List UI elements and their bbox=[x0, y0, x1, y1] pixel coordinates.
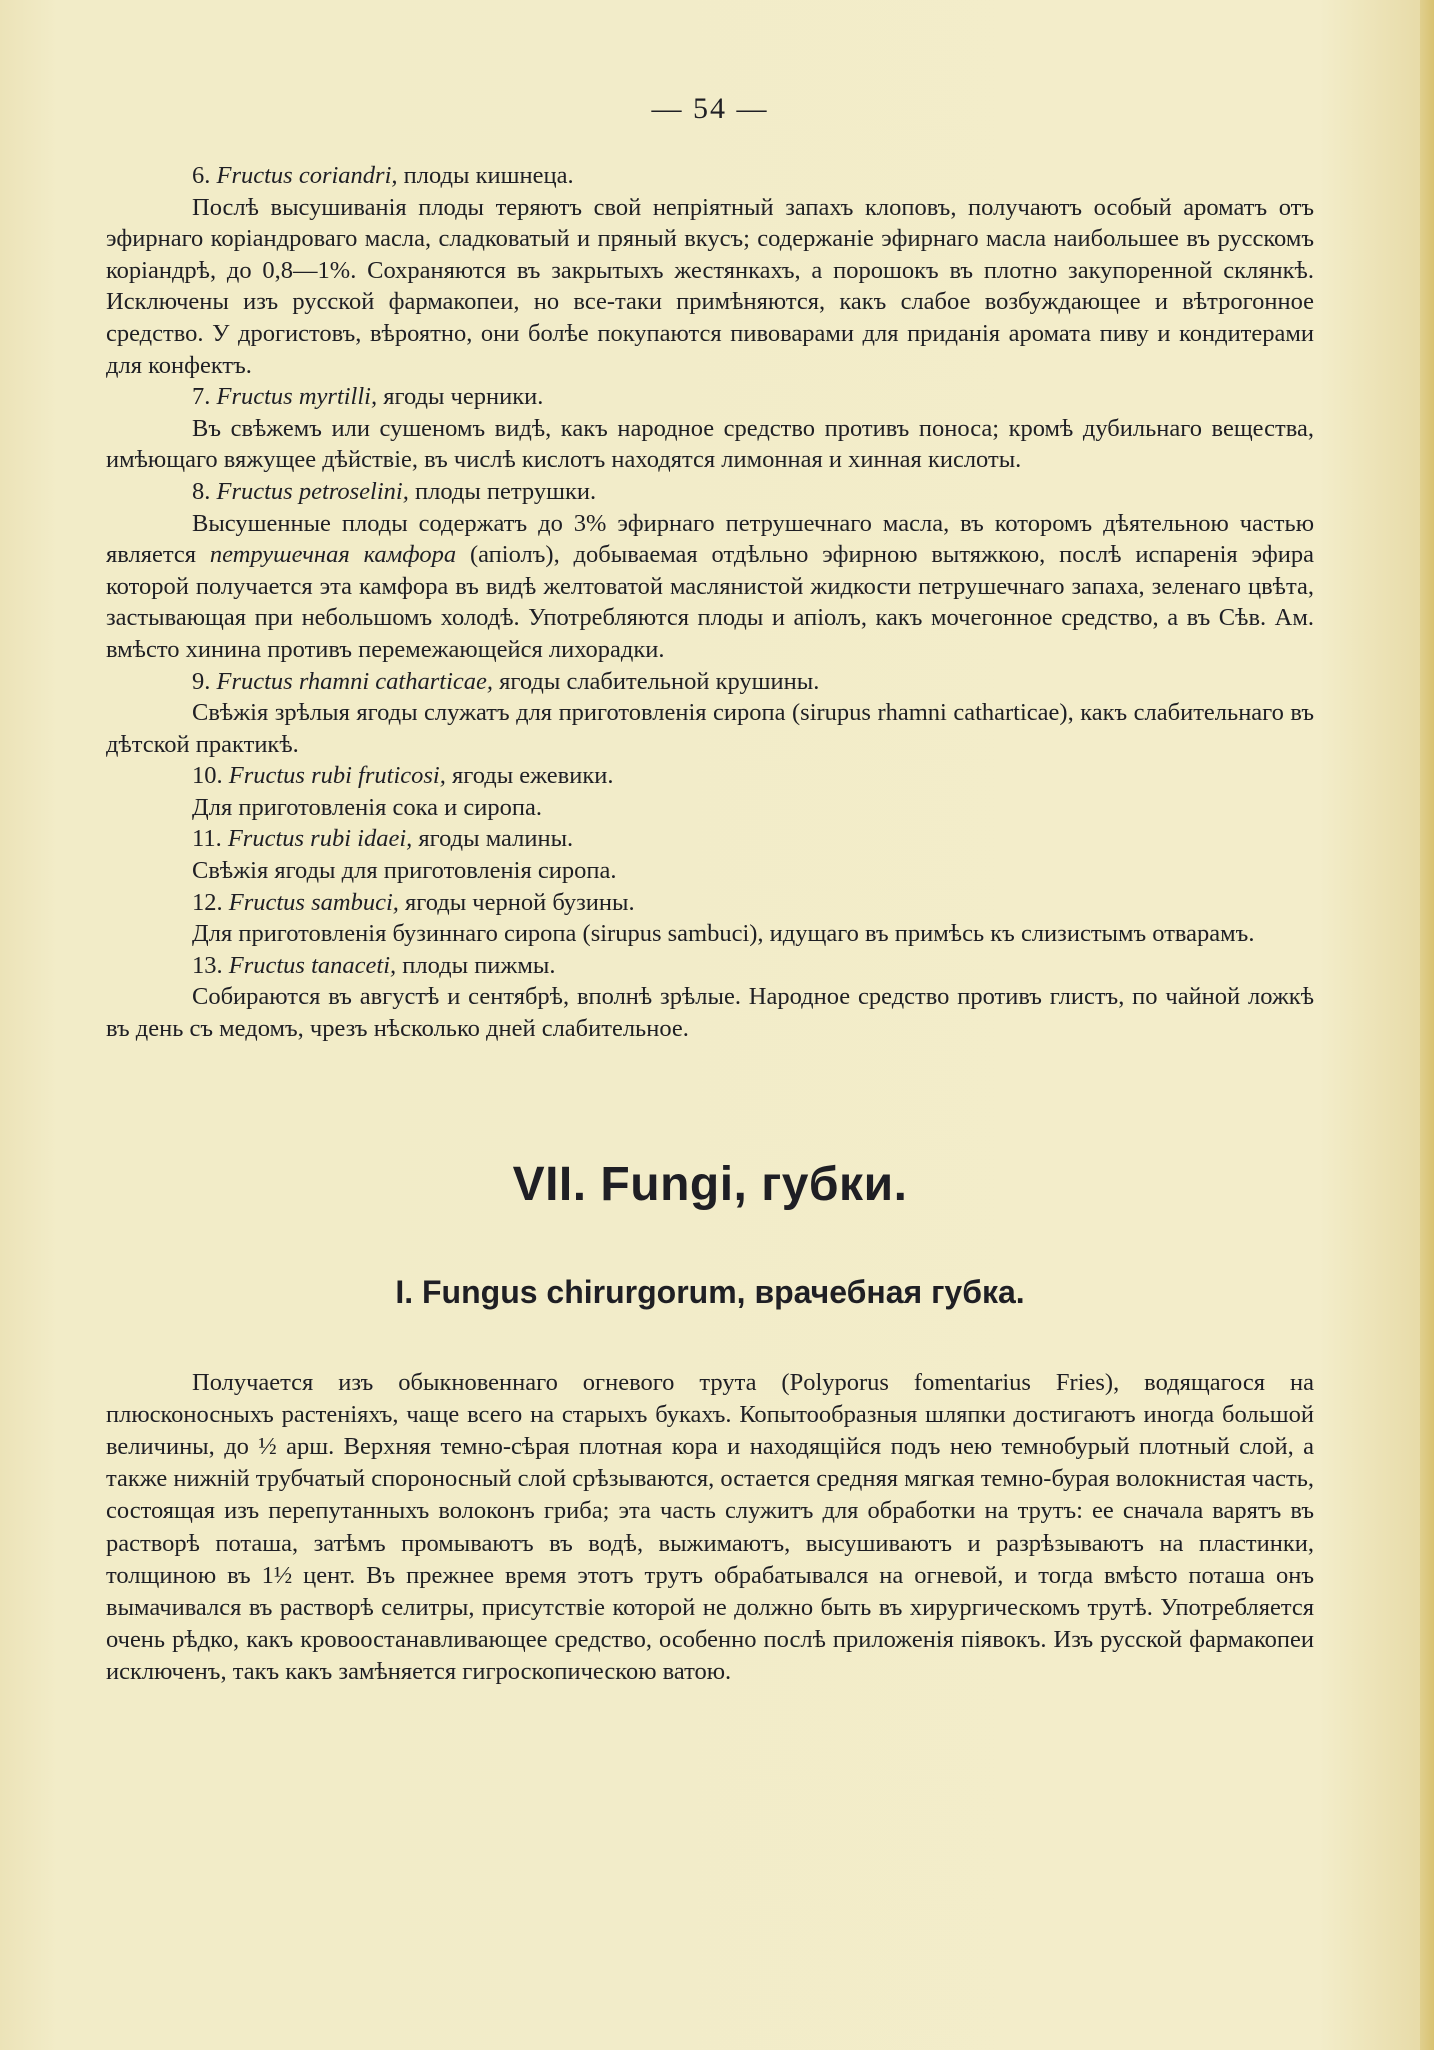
entry-description: Въ свѣжемъ или сушеномъ видѣ, какъ народное средство противъ поноса; кромѣ дубильнаго вещества, имѣющаго вяжущее дѣйствіе, въ числѣ кислотъ находятся лимонная и хинная кислоты. bbox=[106, 414, 1314, 474]
entry-heading bbox=[106, 666, 1314, 698]
entry-heading bbox=[106, 760, 1314, 792]
entry-latin-name: Fructus tanaceti, bbox=[228, 951, 397, 979]
entry-number: 11. bbox=[192, 825, 222, 853]
entry-latin-name: Fructus rhamni catharticae, bbox=[216, 667, 494, 695]
entry-latin-name: Fructus rubi fruticosi, bbox=[228, 762, 446, 790]
entry-latin-name: Fructus petroselini, bbox=[216, 477, 409, 505]
entry-description: Для приготовленія бузиннаго сиропа (sirupus sambuci), идущаго въ примѣсь къ слизистымъ отварамъ. bbox=[192, 920, 1255, 948]
entry-heading bbox=[106, 160, 1314, 192]
entry-russian-name: плоды кишнеца. bbox=[397, 162, 574, 189]
entry-description: Собираются въ августѣ и сентябрѣ, вполнѣ зрѣлые. Народное средство противъ глистъ, по чайной ложкѣ въ день съ медомъ, чрезъ нѣсколько дней слабительное. bbox=[106, 983, 1314, 1043]
entry-heading bbox=[106, 381, 1314, 413]
entry-description: Для приготовленія сока и сиропа. bbox=[192, 793, 542, 821]
entry-latin-name: Fructus sambuci, bbox=[228, 888, 399, 916]
entry-latin-name: Fructus coriandri, bbox=[216, 162, 398, 189]
emphasized-term: петрушечная камфора bbox=[209, 541, 457, 569]
entry-russian-name: ягоды малины. bbox=[412, 825, 574, 853]
entry-russian-name: ягоды ежевики. bbox=[445, 762, 614, 790]
entry-number: 10. bbox=[192, 762, 223, 790]
entry-heading bbox=[106, 823, 1314, 855]
entry-number: 7. bbox=[192, 383, 211, 411]
entry-russian-name: плоды петрушки. bbox=[408, 477, 597, 505]
entry-russian-name: ягоды слабительной крушины. bbox=[493, 667, 820, 695]
body-paragraph: Получается изъ обыкновеннаго огневого трута (Polyporus fomentarius Fries), водящагося на плюсконосныхъ растеніяхъ, чаще всего на старыхъ букахъ. Копытообразныя шляпки достигаютъ иногда большой величины, до ½ арш. Верхняя темно-сѣрая плотная кора и находящійся подъ нею темнобурый плотный слой, а также нижній трубчатый спороносный слой срѣзываются, остается средняя мягкая темно-бурая волокнистая часть, состоящая изъ перепутанныхъ волоконъ гриба; эта часть служитъ для обработки на трутъ: ее сначала варятъ въ растворѣ поташа, затѣмъ промываютъ въ водѣ, выжимаютъ, высушиваютъ и разрѣзываютъ на пластинки, толщиною въ 1½ цент. Въ прежнее время этотъ трутъ обрабатывался на огневой, и тогда вмѣсто поташа онъ вымачивался въ растворѣ селитры, присутствіе которой не должно быть въ хирургическомъ трутѣ. Употребляется очень рѣдко, какъ кровоостанавливающее средство, особенно послѣ приложенія піявокъ. Изъ русской фармакопеи исключенъ, такъ какъ замѣняется гигроскопическою ватою. bbox=[106, 1368, 1314, 1686]
entry-number: 12. bbox=[192, 888, 223, 916]
entry-russian-name: плоды пижмы. bbox=[396, 951, 556, 979]
page-edge bbox=[1420, 0, 1434, 2050]
entry-number: 8. bbox=[192, 477, 211, 505]
entry-heading bbox=[106, 476, 1314, 508]
entry-latin-name: Fructus myrtilli, bbox=[216, 383, 378, 411]
section-title: VII. Fungi, губки. bbox=[512, 1157, 908, 1211]
entry-russian-name: ягоды черной бузины. bbox=[398, 888, 635, 916]
entry-number: 13. bbox=[192, 951, 223, 979]
entry-heading bbox=[106, 887, 1314, 919]
entry-russian-name: ягоды черники. bbox=[377, 383, 544, 411]
entry-number: 6. bbox=[192, 162, 211, 189]
entry-latin-name: Fructus rubi idaei, bbox=[227, 825, 413, 853]
entry-heading bbox=[106, 950, 1314, 982]
entry-description: Свѣжія зрѣлыя ягоды служатъ для приготовленія сиропа (sirupus rhamni catharticae), какъ слабительнаго въ дѣтской практикѣ. bbox=[106, 699, 1314, 758]
entry-description: Послѣ высушиванія плоды теряютъ свой непріятный запахъ клоповъ, получаютъ особый ароматъ отъ эфирнаго коріандроваго масла, сладковатый и пряный вкусъ; содержаніе эфирнаго масла наибольшее въ русскомъ коріандрѣ, до 0,8—1%. Сохраняются въ закрытыхъ жестянкахъ, а порошокъ въ плотно закупоренной склянкѣ. Исключены изъ русской фармакопеи, но все-таки примѣняются, какъ слабое возбуждающее и вѣтрогонное средство. У дрогистовъ, вѣроятно, они болѣе покупаются пивоварами для приданія аромата пиву и кондитерами для конфектъ. bbox=[106, 193, 1314, 379]
subsection-title: I. Fungus chirurgorum, врачебная губка. bbox=[395, 1273, 1025, 1310]
entry-description: Свѣжія ягоды для приготовленія сиропа. bbox=[192, 857, 617, 885]
entry-number: 9. bbox=[192, 667, 211, 695]
entry-description bbox=[106, 508, 1314, 666]
description-text: (апіолъ), добываемая отдѣльно эфирною вытяжкою, послѣ испаренія эфира которой получается эта камфора въ видѣ желтоватой маслянистой жидкости петрушечнаго запаха, зеленаго цвѣта, застывающая при небольшомъ холодѣ. Употребляются плоды и апіолъ, какъ мочегонное средство, а въ Сѣв. Ам. вмѣсто хинина противъ перемежающейся лихорадки. bbox=[106, 541, 1314, 663]
page-number: — 54 — bbox=[651, 92, 769, 125]
description-text: Высушенные плоды содержатъ до 3% эфирнаго петрушечнаго масла, въ которомъ дѣятельною частью является bbox=[106, 509, 1314, 569]
